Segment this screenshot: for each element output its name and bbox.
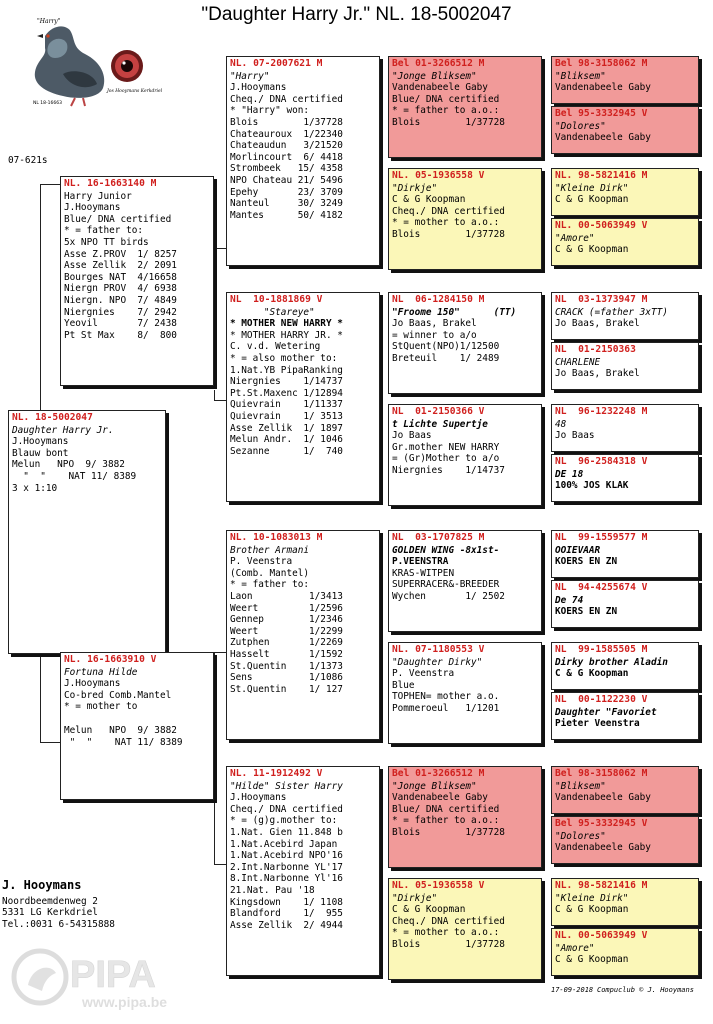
pedigree-code: 07-621s	[8, 155, 48, 166]
gen3-line: (Comb. Mantel)	[230, 567, 310, 579]
gen4-line: = (Gr)Mother to a/o	[392, 453, 500, 465]
gen5-line: Vandenabeele Gaby	[555, 132, 651, 144]
gen3-line: "Harry"	[230, 70, 270, 82]
gen3-line: * = father to:	[230, 579, 310, 591]
gen5-card[interactable]	[551, 292, 699, 340]
gen4-line: = winner to a/o	[392, 329, 477, 341]
gen5-card[interactable]	[551, 404, 699, 452]
dam-breeder: J.Hooymans	[64, 678, 121, 690]
gen5-line: Jo Baas, Brakel	[555, 318, 640, 330]
gen4-line: * = mother to a.o.:	[392, 927, 500, 939]
gen5-line: Dirky brother Aladin	[555, 656, 668, 668]
gen5-ring: NL 03-1373947 M	[555, 294, 648, 305]
gen5-line: Vandenabeele Gaby	[555, 842, 651, 854]
gen5-line: "Amore"	[555, 942, 595, 954]
gen3-line: * MOTHER NEW HARRY *	[230, 318, 343, 330]
subject-name: Daughter Harry Jr.	[12, 424, 114, 436]
gen5-card[interactable]	[551, 878, 699, 926]
gen5-ring: NL. 98-5821416 M	[555, 880, 648, 891]
gen5-line: Jo Baas	[555, 430, 595, 442]
dam-ring: NL. 16-1663910 V	[64, 654, 157, 665]
gen3-line: Melun Andr. 1/ 1046	[230, 434, 343, 446]
gen3-line: Niergnies 1/14737	[230, 376, 343, 388]
gen5-ring: Bel 98-3158062 M	[555, 768, 648, 779]
gen4-line: Blue	[392, 679, 415, 691]
gen3-line: Epehy 23/ 3709	[230, 186, 343, 198]
gen3-line: * = (g)g.mother to:	[230, 815, 338, 827]
gen5-line: CHARLENE	[555, 356, 601, 368]
gen5-line: 100% JOS KLAK	[555, 480, 629, 492]
gen4-line: Wychen 1/ 2502	[392, 590, 505, 602]
gen5-card[interactable]	[551, 642, 699, 690]
gen3-line: * = also mother to:	[230, 352, 338, 364]
connector	[214, 390, 215, 400]
gen3-line: NPO Chateau 21/ 5496	[230, 174, 343, 186]
gen4-line: Pommeroeul 1/1201	[392, 702, 500, 714]
page-title: "Daughter Harry Jr." NL. 18-5002047	[201, 4, 512, 25]
owner-phone: Tel.:0031 6-54315888	[2, 918, 115, 930]
gen4-line: t Lichte Supertje	[392, 418, 488, 430]
gen5-card[interactable]	[551, 692, 699, 740]
gen3-ring: NL. 07-2007621 M	[230, 58, 323, 69]
dam-result: Melun NPO 9/ 3882	[64, 724, 177, 736]
gen4-ring: NL. 05-1936558 V	[392, 880, 485, 891]
gen4-ring: NL 06-1284150 M	[392, 294, 485, 305]
subject-result: Melun NPO 9/ 3882	[12, 459, 125, 471]
gen5-line: "Kleine Dirk"	[555, 892, 629, 904]
gen3-line: Blois 1/37728	[230, 116, 343, 128]
gen3-line: Quievrain 1/11337	[230, 399, 343, 411]
pipa-watermark-logo	[10, 945, 215, 1015]
gen3-line: Cheq./ DNA certified	[230, 93, 343, 105]
subject-breeder: J.Hooymans	[12, 436, 69, 448]
gen5-line: Pieter Veenstra	[555, 718, 640, 730]
sire-line: Pt St Max 8/ 800	[64, 329, 177, 341]
gen4-line: Blue/ DNA certified	[392, 803, 500, 815]
gen5-card[interactable]	[551, 928, 699, 976]
footer-credit: Compuclub © J. Hooymans	[597, 986, 694, 994]
gen4-line: Cheq./ DNA certified	[392, 205, 505, 217]
gen5-line: C & G Koopman	[555, 244, 629, 256]
gen3-line: * MOTHER HARRY JR. *	[230, 329, 343, 341]
connector	[214, 742, 215, 864]
gen4-ring: Bel 01-3266512 M	[392, 768, 485, 779]
gen4-line: GOLDEN WING -8x1st-	[392, 544, 500, 556]
gen4-line: "Dirkje"	[392, 182, 438, 194]
gen3-line: Sens 1/1086	[230, 672, 343, 684]
gen4-line: Jo Baas, Brakel	[392, 318, 477, 330]
gen3-line: 8.Int.Narbonne Yl'16	[230, 873, 343, 885]
gen5-line: KOERS EN ZN	[555, 606, 618, 618]
gen3-ring: NL. 10-1083013 M	[230, 532, 323, 543]
gen3-line: Asse Zellik 1/ 1897	[230, 422, 343, 434]
gen4-line: * = mother to a.o.:	[392, 217, 500, 229]
gen5-card[interactable]	[551, 580, 699, 628]
gen4-line: Vandenabeele Gaby	[392, 792, 488, 804]
gen4-card[interactable]	[388, 168, 542, 270]
sire-line: Niergn. NPO 7/ 4849	[64, 294, 177, 306]
gen4-line: SUPERRACER&-BREEDER	[392, 579, 500, 591]
sire-line: J.Hooymans	[64, 202, 121, 214]
gen4-card[interactable]	[388, 530, 542, 632]
gen5-line: OOIEVAAR	[555, 544, 601, 556]
gen5-card[interactable]	[551, 218, 699, 266]
gen5-card[interactable]	[551, 342, 699, 390]
gen5-line: "Kleine Dirk"	[555, 182, 629, 194]
gen3-line: 2.Int.Narbonne YL'17	[230, 861, 343, 873]
gen4-line: Cheq./ DNA certified	[392, 915, 505, 927]
connector	[40, 742, 62, 743]
sire-line: Blue/ DNA certified	[64, 213, 172, 225]
gen3-line: Zutphen 1/2269	[230, 637, 343, 649]
sire-line: Harry Junior	[64, 190, 132, 202]
gen5-line: DE 18	[555, 468, 584, 480]
sire-line: Niergn PROV 4/ 6938	[64, 283, 177, 295]
gen4-line: Breteuil 1/ 2489	[392, 352, 500, 364]
gen5-card[interactable]	[551, 106, 699, 154]
gen5-line: C & G Koopman	[555, 904, 629, 916]
owner-address: Noordbeemdenweg 2	[2, 895, 98, 907]
gen5-ring: NL. 00-5063949 V	[555, 220, 648, 231]
gen5-ring: NL. 98-5821416 M	[555, 170, 648, 181]
gen4-card[interactable]	[388, 404, 542, 506]
sire-line: Asse Zellik 2/ 2091	[64, 260, 177, 272]
connector	[40, 184, 62, 185]
footer-date: 17-09-2018	[551, 986, 594, 994]
gen5-line: Vandenabeele Gaby	[555, 82, 651, 94]
gen5-ring: Bel 95-3332945 V	[555, 818, 648, 829]
granddam-sire-card[interactable]	[226, 292, 380, 502]
dam-result: " " NAT 11/ 8389	[64, 736, 183, 748]
gen3-line: Chateaudun 3/21520	[230, 140, 343, 152]
gen4-line: KRAS-WITPEN	[392, 567, 455, 579]
gen3-line: Sezanne 1/ 740	[230, 445, 343, 457]
dam-line: Co-bred Comb.Mantel	[64, 689, 172, 701]
sire-line: 5x NPO TT birds	[64, 236, 149, 248]
gen3-line: Strombeek 15/ 4358	[230, 163, 343, 175]
gen5-line: C & G Koopman	[555, 194, 629, 206]
logo-left-caption: NL 18-16663	[33, 101, 62, 106]
gen4-line: Blois 1/37728	[392, 826, 505, 838]
gen4-ring: Bel 01-3266512 M	[392, 58, 485, 69]
gen5-ring: NL 99-1559577 M	[555, 532, 648, 543]
gen4-ring: NL. 07-1180553 V	[392, 644, 485, 655]
gen5-ring: NL 99-1585505 M	[555, 644, 648, 655]
gen3-line: Gennep 1/2346	[230, 614, 343, 626]
gen4-line: C & G Koopman	[392, 904, 466, 916]
connector	[214, 400, 226, 401]
subject-ring: NL. 18-5002047	[12, 412, 93, 423]
gen3-line: Morlincourt 6/ 4418	[230, 151, 343, 163]
sire-line: Bourges NAT 4/16658	[64, 271, 177, 283]
gen3-line: "Hilde" Sister Harry	[230, 780, 343, 792]
dam-spacer	[64, 713, 210, 725]
gen4-card[interactable]	[388, 292, 542, 394]
dam-card[interactable]	[60, 652, 214, 800]
gen3-line: 1.Nat. Gien 11.848 b	[230, 826, 343, 838]
gen3-line: Chateauroux 1/22340	[230, 128, 343, 140]
gen5-line: Jo Baas, Brakel	[555, 368, 640, 380]
gen4-ring: NL 03-1707825 M	[392, 532, 485, 543]
pigeon-logo	[15, 14, 165, 109]
connector	[214, 652, 215, 670]
owner-block	[2, 880, 115, 930]
gen3-line: 1.Nat.Acebird Japan	[230, 838, 338, 850]
gen5-line: C & G Koopman	[555, 668, 629, 680]
gen5-ring: Bel 95-3332945 V	[555, 108, 648, 119]
sire-ring: NL. 16-1663140 M	[64, 178, 157, 189]
sire-line: Asse Z.PROV 1/ 8257	[64, 248, 177, 260]
gen3-ring: NL. 11-1912492 V	[230, 768, 323, 779]
gen4-line: * = father to a.o.:	[392, 105, 500, 117]
gen5-card[interactable]	[551, 816, 699, 864]
logo-right-caption: Jos Hooymans Kerkdriel	[107, 89, 163, 94]
gen3-line: Nanteul 30/ 3249	[230, 198, 343, 210]
sire-line: Niergnies 7/ 2942	[64, 306, 177, 318]
gen4-line: "Froome 150" (TT)	[392, 306, 517, 318]
gen5-card[interactable]	[551, 530, 699, 578]
gen4-ring: NL. 05-1936558 V	[392, 170, 485, 181]
subject-color: Blauw bont	[12, 447, 69, 459]
gen4-line: * = father to a.o.:	[392, 815, 500, 827]
gen5-ring: NL 94-4255674 V	[555, 582, 648, 593]
gen4-line: Niergnies 1/14737	[392, 464, 505, 476]
gen3-line: 1.Nat.YB PipaRanking	[230, 364, 343, 376]
connector	[214, 184, 215, 248]
gen4-line: Gr.mother NEW HARRY	[392, 441, 500, 453]
gen4-line: Blois 1/37728	[392, 116, 505, 128]
gen3-line: J.Hooymans	[230, 792, 287, 804]
gen3-line: Blandford 1/ 955	[230, 908, 343, 920]
gen4-card[interactable]	[388, 878, 542, 980]
gen4-line: "Jonge Bliksem"	[392, 780, 477, 792]
gen5-card[interactable]	[551, 766, 699, 814]
gen4-line: P. Veenstra	[392, 668, 455, 680]
connector	[214, 248, 226, 249]
sire-line: Yeovil 7/ 2438	[64, 318, 177, 330]
gen5-line: CRACK (=father 3xTT)	[555, 306, 668, 318]
gen4-line: Vandenabeele Gaby	[392, 82, 488, 94]
gen5-line: KOERS EN ZN	[555, 556, 618, 568]
gen5-card[interactable]	[551, 56, 699, 104]
subject-note: 3 x 1:10	[12, 482, 58, 494]
gen5-line: 48	[555, 418, 567, 430]
gen5-card[interactable]	[551, 454, 699, 502]
gen5-line: "Dolores"	[555, 830, 606, 842]
gen4-card[interactable]	[388, 56, 542, 158]
connector	[214, 652, 226, 653]
logo-pigeon-name: "Harry"	[37, 18, 61, 25]
connector	[40, 184, 41, 410]
gen4-line: StQuent(NPO)1/12500	[392, 341, 500, 353]
gen5-ring: NL 96-2584318 V	[555, 456, 648, 467]
gen3-line: Hasselt 1/1592	[230, 648, 343, 660]
gen4-card[interactable]	[388, 766, 542, 868]
gen5-ring: NL 00-1122230 V	[555, 694, 648, 705]
owner-address: 5331 LG Kerkdriel	[2, 907, 98, 919]
gen3-line: Laon 1/3413	[230, 590, 343, 602]
gen3-ring: NL 10-1881869 V	[230, 294, 323, 305]
sire-line: * = father to:	[64, 225, 144, 237]
gen3-line: St.Quentin 1/ 127	[230, 683, 343, 695]
sire-card[interactable]	[60, 176, 214, 386]
gen5-ring: NL. 00-5063949 V	[555, 930, 648, 941]
gen3-line: Brother Armani	[230, 544, 310, 556]
gen5-line: "Amore"	[555, 232, 595, 244]
gen3-line: Kingsdown 1/ 1108	[230, 896, 343, 908]
gen3-line: Weert 1/2299	[230, 625, 343, 637]
gen4-line: Blois 1/37728	[392, 228, 505, 240]
gen4-line: "Dirkje"	[392, 892, 438, 904]
gen5-line: De 74	[555, 594, 584, 606]
owner-name: J. Hooymans	[2, 878, 82, 892]
gen4-line: TOPHEN= mother a.o.	[392, 691, 500, 703]
gen3-line: 21.Nat. Pau '18	[230, 884, 315, 896]
gen3-line: St.Quentin 1/1373	[230, 660, 343, 672]
gen4-line: "Daughter Dirky"	[392, 656, 483, 668]
gen3-line: Cheq./ DNA certified	[230, 803, 343, 815]
gen3-line: Quievrain 1/ 3513	[230, 410, 343, 422]
gen5-card[interactable]	[551, 168, 699, 216]
dam-name: Fortuna Hilde	[64, 666, 138, 678]
connector	[214, 864, 226, 865]
grandsire-sire-card[interactable]	[226, 56, 380, 266]
grandsire-dam-card[interactable]	[226, 530, 380, 740]
gen3-line: C. v.d. Wetering	[230, 341, 321, 353]
gen5-line: "Dolores"	[555, 120, 606, 132]
gen5-line: "Bliksem"	[555, 70, 606, 82]
dam-line: * = mother to	[64, 701, 138, 713]
pipa-url: www.pipa.be	[82, 994, 168, 1010]
gen5-line: Daughter "Favoriet	[555, 706, 657, 718]
subject-card[interactable]	[8, 410, 166, 654]
gen4-line: C & G Koopman	[392, 194, 466, 206]
gen3-line: Pt.St.Maxenc 1/12894	[230, 387, 343, 399]
gen3-line: * "Harry" won:	[230, 105, 310, 117]
gen4-line: Blois 1/37728	[392, 938, 505, 950]
gen5-ring: NL 96-1232248 M	[555, 406, 648, 417]
gen3-line: J.Hooymans	[230, 82, 287, 94]
gen5-line: Vandenabeele Gaby	[555, 792, 651, 804]
granddam-dam-card[interactable]	[226, 766, 380, 976]
gen5-ring: Bel 98-3158062 M	[555, 58, 648, 69]
gen4-line: "Jonge Bliksem"	[392, 70, 477, 82]
gen5-line: "Bliksem"	[555, 780, 606, 792]
gen3-line: "Stareye"	[230, 306, 315, 318]
subject-result: " " NAT 11/ 8389	[12, 470, 137, 482]
gen3-line: 1.Nat.Acebird NPO'16	[230, 850, 343, 862]
gen4-line: P.VEENSTRA	[392, 556, 449, 568]
gen4-ring: NL 01-2150366 V	[392, 406, 485, 417]
gen3-line: Mantes 50/ 4182	[230, 209, 343, 221]
gen3-line: Asse Zellik 2/ 4944	[230, 919, 343, 931]
gen3-line: Weert 1/2596	[230, 602, 343, 614]
gen4-card[interactable]	[388, 642, 542, 744]
gen4-line: Blue/ DNA certified	[392, 93, 500, 105]
gen4-line: Jo Baas	[392, 430, 432, 442]
gen3-line: P. Veenstra	[230, 556, 293, 568]
pipa-brand: PIPA	[70, 954, 156, 996]
gen5-ring: NL 01-2150363	[555, 344, 636, 355]
gen5-line: C & G Koopman	[555, 954, 629, 966]
